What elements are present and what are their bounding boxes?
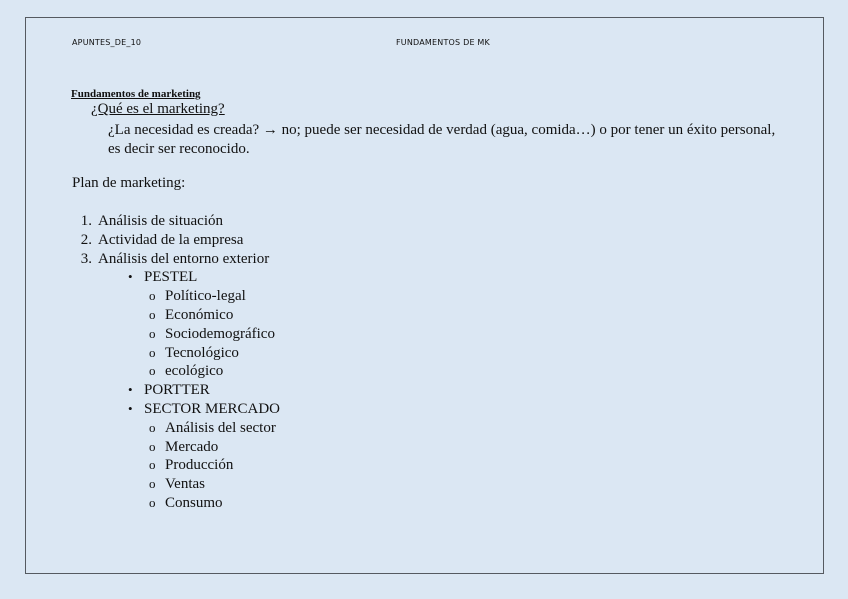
circle-bullet-icon: o xyxy=(149,494,156,510)
sub-bullet-text: Ventas xyxy=(165,476,205,493)
sub-bullet-item xyxy=(72,475,280,494)
circle-bullet-icon: o xyxy=(149,306,156,322)
plan-outline xyxy=(72,212,280,513)
bullet-text: PESTEL xyxy=(144,269,198,286)
circle-bullet-icon: o xyxy=(149,476,156,492)
list-item xyxy=(72,250,280,269)
sub-bullet-text: Económico xyxy=(165,306,234,323)
sub-bullet-text: Consumo xyxy=(165,494,223,511)
circle-bullet-icon: o xyxy=(149,363,156,379)
sub-bullet-item xyxy=(72,325,280,344)
list-item xyxy=(72,231,280,250)
list-item-text: Análisis del entorno exterior xyxy=(98,250,270,267)
bullet-item xyxy=(72,268,280,287)
circle-bullet-icon: o xyxy=(149,438,156,454)
list-item-text: Análisis de situación xyxy=(98,213,223,229)
sub-bullet-text: Mercado xyxy=(165,438,219,455)
sub-bullet-item xyxy=(72,494,280,513)
sub-bullet-item xyxy=(72,438,280,457)
list-number: 2. xyxy=(80,231,92,248)
sub-bullet-text: Sociodemográfico xyxy=(165,325,275,342)
document-page xyxy=(25,17,824,574)
bullet-item xyxy=(72,400,280,419)
header-left-text: APUNTES_DE_10 xyxy=(72,38,142,47)
list-item-text: Actividad de la empresa xyxy=(98,231,244,248)
sub-bullet-item xyxy=(72,287,280,306)
sub-bullet-item xyxy=(72,344,280,363)
list-item xyxy=(72,212,280,231)
sub-bullet-item xyxy=(72,419,280,438)
sub-bullet-item xyxy=(72,456,280,475)
circle-bullet-icon: o xyxy=(149,419,156,435)
sub-bullet-text: ecológico xyxy=(165,363,224,380)
bullet-icon: • xyxy=(128,400,133,416)
sub-bullet-text: Tecnológico xyxy=(165,344,239,361)
sub-bullet-item xyxy=(72,306,280,325)
bullet-icon: • xyxy=(128,382,133,398)
header-center-text: FUNDAMENTOS DE MK xyxy=(396,38,490,47)
sub-bullet-item xyxy=(72,362,280,381)
circle-bullet-icon: o xyxy=(149,457,156,473)
list-number: 1. xyxy=(80,213,92,229)
list-number: 3. xyxy=(80,250,92,267)
bullet-item xyxy=(72,381,280,400)
bullet-text: PORTTER xyxy=(144,382,210,399)
circle-bullet-icon: o xyxy=(149,288,156,304)
section-title: Fundamentos de marketing xyxy=(71,88,201,100)
bullet-icon: • xyxy=(128,269,133,285)
plan-title: Plan de marketing: xyxy=(72,175,186,191)
bullet-text: SECTOR MERCADO xyxy=(144,400,280,417)
sub-bullet-text: Producción xyxy=(165,457,234,474)
circle-bullet-icon: o xyxy=(149,325,156,341)
circle-bullet-icon: o xyxy=(149,344,156,360)
question-heading: ¿Qué es el marketing? xyxy=(91,101,225,117)
answer-paragraph: ¿La necesidad es creada? → no; puede ser necesidad de verdad (agua, comida…) o por tener un éxito personal, es decir ser reconocido. xyxy=(108,122,776,157)
sub-bullet-text: Político-legal xyxy=(165,288,246,305)
sub-bullet-text: Análisis del sector xyxy=(165,419,276,436)
